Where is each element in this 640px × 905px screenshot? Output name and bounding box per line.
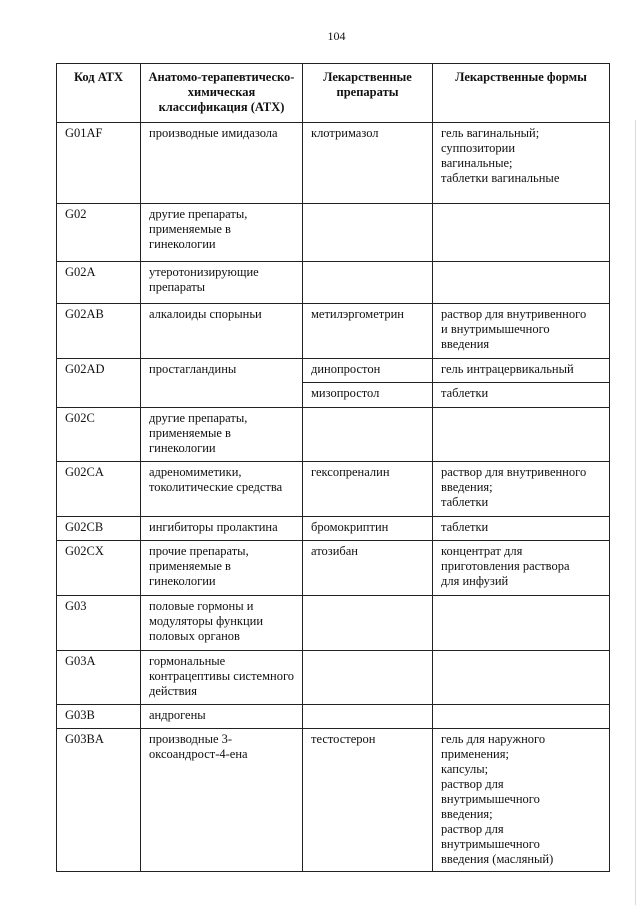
table-header-row (57, 64, 610, 123)
atx-class: андрогены (141, 705, 303, 729)
table-row (57, 596, 610, 651)
drug-name: тестостерон (303, 729, 433, 872)
atx-code: G02A (57, 262, 141, 304)
atx-code: G03A (57, 651, 141, 705)
table-row (57, 204, 610, 262)
atx-code: G03B (57, 705, 141, 729)
header-drugs: Лекарственные препараты (303, 64, 433, 123)
drug-name (303, 596, 433, 651)
table-row (57, 705, 610, 729)
atx-code: G03BA (57, 729, 141, 872)
drug-name: метилэргометрин (303, 304, 433, 359)
page-number: 104 (327, 29, 346, 43)
header-code: Код АТХ (57, 64, 141, 123)
header-forms: Лекарственные формы (433, 64, 610, 123)
atx-code: G01AF (57, 123, 141, 204)
drug-name (303, 651, 433, 705)
atx-table (56, 63, 610, 872)
atx-code: G02C (57, 408, 141, 462)
dosage-form: таблетки (433, 383, 610, 408)
dosage-form (433, 408, 610, 462)
drug-name (303, 262, 433, 304)
atx-code: G02CA (57, 462, 141, 517)
dosage-form: таблетки (433, 517, 610, 541)
table-row (57, 262, 610, 304)
atx-class: прочие препараты, применяемые в гинекологии (141, 541, 303, 596)
dosage-form (433, 262, 610, 304)
drug-name: мизопростол (303, 383, 433, 408)
dosage-form: гель интрацервикальный (433, 359, 610, 383)
atx-code: G02 (57, 204, 141, 262)
drug-name: атозибан (303, 541, 433, 596)
atx-code: G02AB (57, 304, 141, 359)
drug-name (303, 204, 433, 262)
atx-class: алкалоиды спорыньи (141, 304, 303, 359)
dosage-form: раствор для внутривенного и внутримышечного введения (433, 304, 610, 359)
atx-class: другие препараты, применяемые в гинекологии (141, 204, 303, 262)
atx-class: ингибиторы пролактина (141, 517, 303, 541)
atx-class: утеротонизирующие препараты (141, 262, 303, 304)
table-row (57, 541, 610, 596)
dosage-form: концентрат для приготовления раствора для инфузий (433, 541, 610, 596)
table-row (57, 408, 610, 462)
atx-class: половые гормоны и модуляторы функции половых органов (141, 596, 303, 651)
drug-name: гексопреналин (303, 462, 433, 517)
atx-class: адреномиметики, токолитические средства (141, 462, 303, 517)
drug-name: клотримазол (303, 123, 433, 204)
drug-name: динопростон (303, 359, 433, 383)
header-classification: Анатомо-терапевтическо- химическая классификация (АТХ) (141, 64, 303, 123)
table-row (57, 359, 610, 383)
dosage-form (433, 204, 610, 262)
drug-name (303, 408, 433, 462)
table-row (57, 462, 610, 517)
atx-code: G02AD (57, 359, 141, 408)
atx-class: другие препараты, применяемые в гинекологии (141, 408, 303, 462)
dosage-form: гель вагинальный; суппозитории вагинальные; таблетки вагинальные (433, 123, 610, 204)
atx-class: производные 3- оксоандрост-4-ена (141, 729, 303, 872)
table-row (57, 729, 610, 872)
atx-code: G02CX (57, 541, 141, 596)
table-row (57, 517, 610, 541)
atx-class: простагландины (141, 359, 303, 408)
atx-code: G03 (57, 596, 141, 651)
drug-name (303, 705, 433, 729)
table-row (57, 123, 610, 204)
atx-class: производные имидазола (141, 123, 303, 204)
drug-name: бромокриптин (303, 517, 433, 541)
dosage-form (433, 705, 610, 729)
dosage-form: гель для наружного применения; капсулы; раствор для внутримышечного введения; раствор для внутримышечного введения (масляный) (433, 729, 610, 872)
dosage-form (433, 596, 610, 651)
atx-code: G02CB (57, 517, 141, 541)
table-row (57, 304, 610, 359)
table-row (57, 651, 610, 705)
page-edge-line (635, 120, 636, 905)
dosage-form (433, 651, 610, 705)
atx-class: гормональные контрацептивы системного действия (141, 651, 303, 705)
dosage-form: раствор для внутривенного введения; таблетки (433, 462, 610, 517)
